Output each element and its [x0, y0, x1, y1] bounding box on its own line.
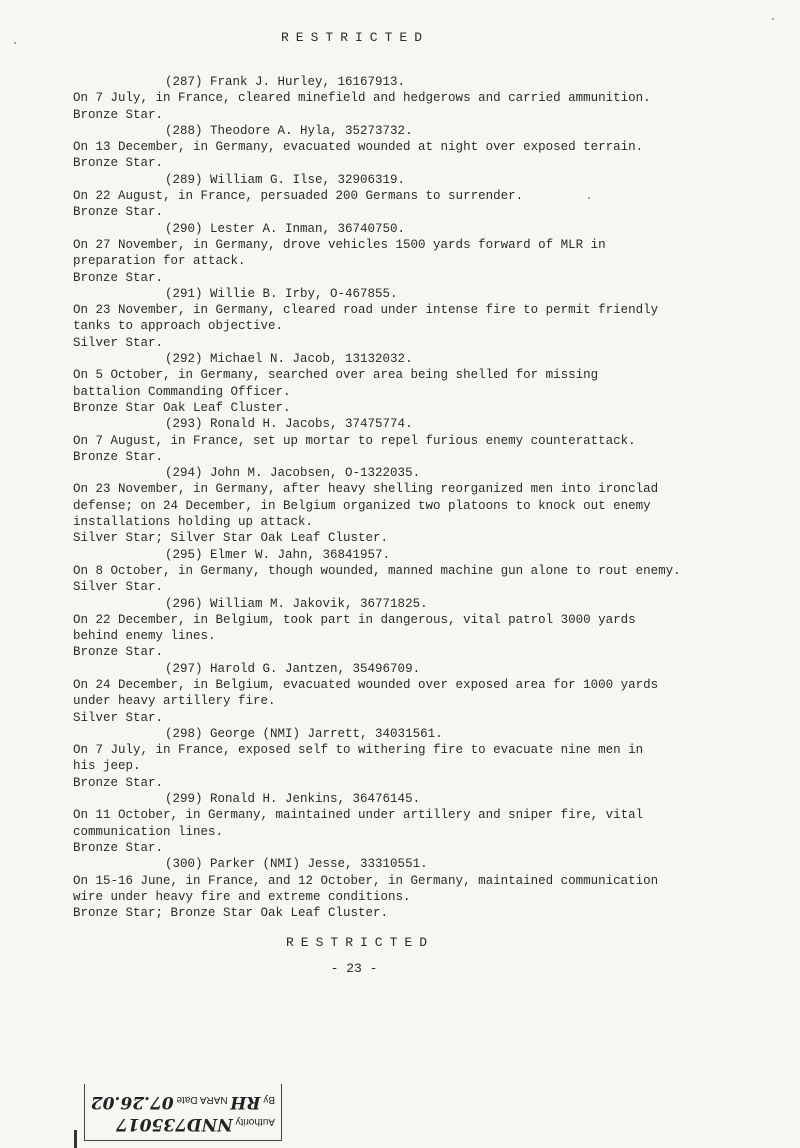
citation-number: (292) — [165, 352, 203, 367]
citation-name: William M. Jakovik, 36771825. — [210, 596, 428, 611]
citation-text-line: On 27 November, in Germany, drove vehicles 1500 yards forward of MLR in — [73, 237, 606, 252]
citation-text-line: On 11 October, in Germany, maintained under artillery and sniper fire, vital — [73, 808, 644, 823]
stamp-authority-label: Authority — [235, 1116, 275, 1127]
citation-entry — [73, 351, 793, 416]
citation-heading — [73, 726, 793, 742]
citation-text-line: battalion Commanding Officer. — [73, 384, 291, 399]
citation-entry — [73, 172, 793, 221]
citation-number: (291) — [165, 286, 203, 301]
citation-award: Bronze Star. — [73, 107, 164, 122]
citation-award: Bronze Star. — [73, 156, 164, 171]
citation-entry — [73, 547, 793, 596]
citation-text-line: On 23 November, in Germany, cleared road under intense fire to permit friendly — [73, 303, 659, 318]
citation-number: (293) — [165, 417, 203, 432]
citation-number: (294) — [165, 466, 203, 481]
citation-number: (287) — [165, 75, 203, 89]
stamp-by-value: RH — [230, 1092, 261, 1112]
citation-entry — [73, 661, 793, 726]
citation-number: (288) — [165, 123, 203, 138]
citation-text-line: defense; on 24 December, in Belgium organized two platoons to knock out enemy — [73, 498, 651, 513]
stamp-authority-value: NND735017 — [115, 1114, 233, 1134]
citation-heading — [73, 596, 793, 612]
citation-heading — [73, 856, 793, 872]
citation-text-line: under heavy artillery fire. — [73, 694, 276, 709]
citation-heading — [73, 416, 793, 432]
citation-name: Ronald H. Jacobs, 37475774. — [210, 417, 413, 432]
citation-name: Theodore A. Hyla, 35273732. — [210, 123, 413, 138]
citation-name: Lester A. Inman, 36740750. — [210, 221, 406, 236]
citation-name: George (NMI) Jarrett, 34031561. — [210, 726, 443, 741]
citation-text-line: installations holding up attack. — [73, 515, 314, 530]
citation-entry — [73, 465, 793, 546]
citation-award: Bronze Star; Bronze Star Oak Leaf Cluster. — [73, 906, 389, 921]
citation-heading — [73, 465, 793, 481]
citation-award: Silver Star; Silver Star Oak Leaf Cluster. — [73, 531, 389, 546]
citation-name: John M. Jacobsen, O-1322035. — [210, 466, 421, 481]
stamp-by-label: By — [263, 1094, 275, 1105]
stamp-authority-row — [116, 1114, 275, 1134]
citation-text-line: his jeep. — [73, 759, 141, 774]
citation-award: Silver Star. — [73, 710, 164, 725]
citation-entry — [73, 791, 793, 856]
citation-number: (300) — [165, 857, 203, 872]
stamp-edge-bar — [74, 1130, 77, 1148]
citation-entry — [73, 286, 793, 351]
citation-text-line: On 5 October, in Germany, searched over area being shelled for missing — [73, 368, 599, 383]
citation-text-line: On 22 August, in France, persuaded 200 Germans to surrender. — [73, 189, 524, 204]
citation-number: (295) — [165, 547, 203, 562]
citation-text-line: tanks to approach objective. — [73, 319, 284, 334]
citation-text-line: On 7 July, in France, cleared minefield and hedgerows and carried ammunition. — [73, 91, 651, 106]
citation-entry — [73, 123, 793, 172]
citation-text-line: On 15-16 June, in France, and 12 October, in Germany, maintained communication — [73, 873, 659, 888]
citation-award: Bronze Star Oak Leaf Cluster. — [73, 400, 291, 415]
citation-heading — [73, 74, 793, 90]
citation-award: Bronze Star. — [73, 449, 164, 464]
citation-award: Silver Star. — [73, 580, 164, 595]
citation-number: (289) — [165, 172, 203, 187]
stamp-date-value: 07.26.02 — [90, 1092, 174, 1112]
citation-number: (296) — [165, 596, 203, 611]
citation-heading — [73, 351, 793, 367]
scan-speck — [588, 197, 590, 199]
citation-name: Harold G. Jantzen, 35496709. — [210, 661, 421, 676]
stamp-date-row — [91, 1092, 275, 1112]
citation-text-line: wire under heavy fire and extreme conditions. — [73, 889, 411, 904]
header-classification: RESTRICTED — [280, 30, 429, 45]
citation-entry — [73, 726, 793, 791]
citation-number: (299) — [165, 792, 203, 807]
citation-heading — [73, 286, 793, 302]
citation-award: Bronze Star. — [73, 270, 164, 285]
citation-name: William G. Ilse, 32906319. — [210, 172, 406, 187]
citation-heading — [73, 791, 793, 807]
citation-award: Bronze Star. — [73, 775, 164, 790]
citation-name: Michael N. Jacob, 13132032. — [210, 352, 413, 367]
page-number: - 23 - — [330, 961, 378, 976]
citation-award: Bronze Star. — [73, 840, 164, 855]
citation-name: Frank J. Hurley, 16167913. — [210, 75, 406, 89]
citation-number: (297) — [165, 661, 203, 676]
citation-text-line: On 7 July, in France, exposed self to withering fire to evacuate nine men in — [73, 743, 644, 758]
citation-entry — [73, 856, 793, 921]
citation-heading — [73, 123, 793, 139]
citation-heading — [73, 547, 793, 563]
citation-text-line: On 24 December, in Belgium, evacuated wounded over exposed area for 1000 yards — [73, 677, 659, 692]
citation-entry — [73, 221, 793, 286]
citation-entry — [73, 596, 793, 661]
citation-number: (290) — [165, 221, 203, 236]
citation-text-line: behind enemy lines. — [73, 629, 216, 644]
citation-name: Willie B. Irby, O-467855. — [210, 286, 398, 301]
citation-number: (298) — [165, 726, 203, 741]
citation-entry — [73, 416, 793, 465]
citation-award: Silver Star. — [73, 335, 164, 350]
citation-heading — [73, 221, 793, 237]
citation-name: Elmer W. Jahn, 36841957. — [210, 547, 391, 562]
scan-speck — [772, 18, 774, 20]
citation-name: Parker (NMI) Jesse, 33310551. — [210, 857, 428, 872]
scan-speck — [14, 42, 16, 44]
citation-entry — [73, 74, 793, 123]
citation-heading — [73, 172, 793, 188]
citation-text-line: communication lines. — [73, 824, 224, 839]
stamp-nara-label: NARA Date — [176, 1094, 228, 1105]
citation-award: Bronze Star. — [73, 645, 164, 660]
declassification-stamp — [84, 1084, 282, 1141]
citation-text-line: On 23 November, in Germany, after heavy shelling reorganized men into ironclad — [73, 482, 659, 497]
citation-award: Bronze Star. — [73, 205, 164, 220]
citation-text-line: On 13 December, in Germany, evacuated wounded at night over exposed terrain. — [73, 140, 644, 155]
citation-list — [73, 74, 793, 921]
citation-text-line: On 8 October, in Germany, though wounded, manned machine gun alone to rout enemy. — [73, 563, 681, 578]
citation-text-line: preparation for attack. — [73, 254, 246, 269]
citation-heading — [73, 661, 793, 677]
footer-classification: RESTRICTED — [285, 935, 434, 950]
citation-text-line: On 7 August, in France, set up mortar to repel furious enemy counterattack. — [73, 433, 636, 448]
citation-name: Ronald H. Jenkins, 36476145. — [210, 792, 421, 807]
citation-text-line: On 22 December, in Belgium, took part in dangerous, vital patrol 3000 yards — [73, 612, 636, 627]
